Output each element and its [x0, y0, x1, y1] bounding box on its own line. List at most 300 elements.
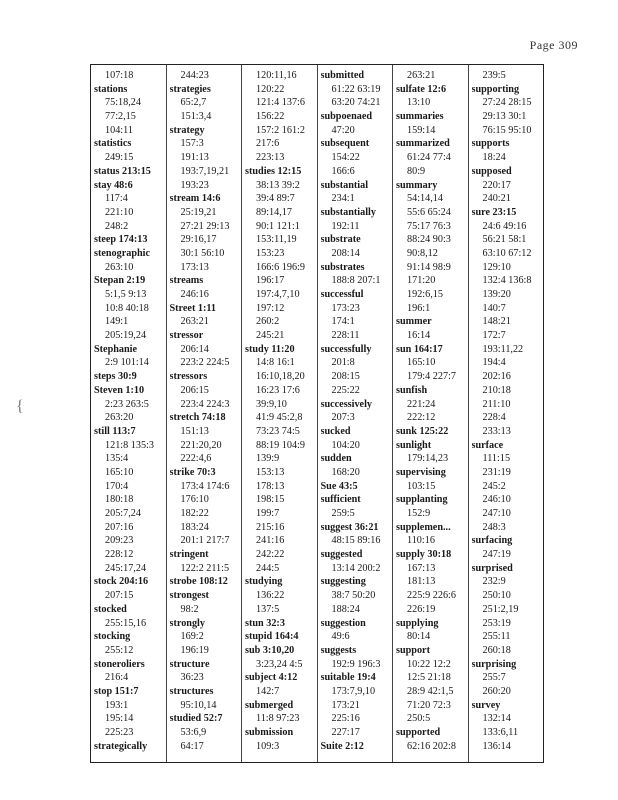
- index-term: summarized: [396, 138, 450, 150]
- index-page-ref: 129:10: [482, 261, 511, 273]
- index-term: sunlight: [396, 439, 432, 451]
- index-term: summer: [396, 316, 432, 328]
- index-page-ref: 172:7: [482, 330, 506, 342]
- index-page-ref: 263:10: [105, 261, 134, 273]
- index-page-ref: 205:7,24: [105, 508, 141, 519]
- index-page-ref: 157:2 161:2: [256, 124, 305, 136]
- index-page-ref: 73:23 74:5: [256, 425, 300, 437]
- index-page-ref: 228:11: [331, 330, 360, 342]
- index-term: submission: [245, 727, 294, 738]
- index-page-ref: 61:24 77:4: [407, 152, 451, 164]
- index-term: suggests: [320, 644, 357, 656]
- index-page-ref: 244:5: [256, 562, 280, 574]
- index-page-ref: 29:16,17: [180, 234, 217, 246]
- index-page-ref: 165:10: [407, 357, 436, 369]
- index-page-ref: 71:20 72:3: [407, 699, 451, 711]
- index-term: sucked: [320, 425, 351, 437]
- index-page-ref: 166:6: [331, 165, 355, 177]
- index-page-ref: 3:23,24 4:5: [256, 658, 303, 670]
- index-page-ref: 181:13: [407, 576, 436, 588]
- index-page-ref: 263:20: [105, 412, 134, 424]
- index-page-ref: 80:9: [407, 165, 426, 177]
- index-page-ref: 153:23: [256, 247, 285, 259]
- index-term: substrates: [320, 261, 365, 273]
- index-page-ref: 89:14,17: [256, 206, 292, 218]
- index-term: supervising: [396, 466, 446, 478]
- index-page-ref: 152:9: [407, 508, 431, 519]
- index-page-ref: 192:9 196:3: [331, 658, 381, 670]
- index-page-ref: 226:19: [407, 603, 436, 615]
- index-term: stocking: [94, 631, 131, 643]
- index-term: surface: [471, 439, 504, 451]
- index-page-ref: 188:24: [331, 603, 360, 615]
- index-term: submitted: [320, 70, 365, 81]
- index-page-ref: 245:17,24: [105, 562, 147, 574]
- index-page-ref: 225:16: [331, 713, 360, 725]
- index-page-ref: 120:22: [256, 83, 285, 95]
- index-term: support: [396, 644, 430, 656]
- index-page-ref: 193:11,22: [482, 343, 524, 355]
- index-term: supporting: [471, 83, 520, 95]
- index-page-ref: 61:22 63:19: [331, 83, 381, 95]
- index-page-ref: 12:5 21:18: [407, 672, 451, 684]
- index-page-ref: 198:15: [256, 494, 285, 506]
- index-page-ref: 167:13: [407, 562, 436, 574]
- index-page-ref: 39:4 89:7: [256, 193, 295, 205]
- index-term: Stephanie: [94, 343, 138, 355]
- index-page-ref: 253:19: [482, 617, 511, 629]
- word-index-table: [90, 64, 544, 763]
- index-page-ref: 216:4: [105, 672, 129, 684]
- index-page-ref: 193:1: [105, 699, 129, 711]
- index-page-ref: 221:20,20: [180, 439, 222, 451]
- index-page-ref: 2:9 101:14: [105, 357, 149, 369]
- index-page-ref: 176:10: [180, 494, 209, 506]
- index-term: streams: [169, 275, 204, 287]
- index-term: substantial: [320, 179, 369, 191]
- index-term: statistics: [94, 138, 132, 150]
- index-page-ref: 206:14: [180, 343, 209, 355]
- index-page-ref: 188:8 207:1: [331, 275, 381, 287]
- index-page-ref: 170:4: [105, 480, 129, 492]
- index-page-ref: 56:21 58:1: [482, 234, 527, 246]
- index-page-ref: 207:15: [105, 590, 134, 602]
- index-page-ref: 88:19 104:9: [256, 439, 305, 451]
- index-page-ref: 38:7 50:20: [331, 590, 376, 602]
- index-page-ref: 211:10: [482, 398, 511, 410]
- index-page-ref: 171:20: [407, 275, 436, 287]
- index-page-ref: 98:2: [180, 603, 199, 615]
- index-page-ref: 247:19: [482, 549, 511, 561]
- index-page-ref: 242:22: [256, 549, 285, 561]
- index-term: stay 48:6: [94, 179, 133, 191]
- index-page-ref: 260:2: [256, 316, 280, 328]
- index-page-ref: 255:15,16: [105, 617, 147, 629]
- index-term: survey: [471, 699, 501, 711]
- index-page-ref: 183:24: [180, 521, 209, 533]
- index-page-ref: 13:14 200:2: [331, 562, 381, 574]
- index-page-ref: 228:4: [482, 412, 506, 424]
- index-term: supported: [396, 727, 441, 738]
- index-page-ref: 104:20: [331, 439, 360, 451]
- index-page-ref: 140:7: [482, 302, 506, 314]
- index-page-ref: 244:23: [180, 70, 209, 81]
- index-page-ref: 88:24 90:3: [407, 234, 451, 246]
- index-page-ref: 215:16: [256, 521, 285, 533]
- index-page-ref: 14:8 16:1: [256, 357, 295, 369]
- index-page-ref: 249:15: [105, 152, 134, 164]
- index-term: summary: [396, 179, 438, 191]
- index-term: stock 204:16: [94, 576, 149, 588]
- index-page-ref: 10:8 40:18: [105, 302, 149, 314]
- index-page-ref: 193:7,19,21: [180, 165, 230, 177]
- index-page-ref: 109:3: [256, 740, 280, 752]
- index-page-ref: 240:21: [482, 193, 511, 205]
- index-page-ref: 197:4,7,10: [256, 289, 300, 300]
- index-page-ref: 208:15: [331, 371, 360, 383]
- index-page-ref: 11:8 97:23: [256, 713, 300, 725]
- index-term: steps 30:9: [94, 371, 137, 383]
- index-page-ref: 54:14,14: [407, 193, 443, 205]
- index-page-ref: 217:6: [256, 138, 280, 150]
- index-page-ref: 151:3,4: [180, 111, 212, 123]
- index-page-ref: 159:14: [407, 124, 436, 136]
- index-page-ref: 142:7: [256, 685, 280, 697]
- index-term: supplemen...: [396, 521, 451, 533]
- index-page-ref: 246:10: [482, 494, 511, 506]
- index-term: structures: [169, 685, 214, 697]
- index-page-ref: 173:7,9,10: [331, 685, 376, 697]
- index-page-ref: 77:2,15: [105, 111, 136, 123]
- index-page-ref: 202:16: [482, 371, 511, 383]
- index-term: stenographic: [94, 247, 151, 259]
- index-page-ref: 75:18,24: [105, 97, 141, 109]
- index-page-ref: 239:5: [482, 70, 506, 81]
- index-page-ref: 136:14: [482, 740, 511, 752]
- index-page-ref: 80:14: [407, 631, 431, 643]
- index-term: Stepan 2:19: [94, 275, 146, 287]
- index-term: surprised: [471, 562, 513, 574]
- index-term: suitable 19:4: [320, 672, 376, 684]
- index-page-ref: 225:22: [331, 384, 360, 396]
- index-page-ref: 207:16: [105, 521, 134, 533]
- index-page-ref: 2:23 263:5: [105, 398, 149, 410]
- index-page-ref: 222:12: [407, 412, 436, 424]
- index-term: sufficient: [320, 494, 361, 506]
- page-number: Page 309: [529, 38, 578, 52]
- index-page-ref: 90:1 121:1: [256, 220, 300, 232]
- index-term: subject 4:12: [245, 672, 298, 684]
- index-term: still 113:7: [94, 425, 136, 437]
- index-page-ref: 247:10: [482, 508, 511, 519]
- index-page-ref: 121:4 137:6: [256, 97, 305, 109]
- index-page-ref: 227:17: [331, 727, 360, 738]
- index-page-ref: 47:20: [331, 124, 355, 136]
- index-page-ref: 132:14: [482, 713, 511, 725]
- index-page-ref: 233:13: [482, 425, 511, 437]
- index-page-ref: 91:14 98:9: [407, 261, 451, 273]
- index-page-ref: 223:2 224:5: [180, 357, 230, 369]
- index-page-ref: 153:11,19: [256, 234, 297, 246]
- index-page-ref: 110:16: [407, 535, 435, 547]
- index-term: strongly: [169, 617, 205, 629]
- index-term: studying: [245, 576, 283, 588]
- index-page-ref: 173:23: [331, 302, 360, 314]
- index-term: surprising: [471, 658, 517, 670]
- index-page-ref: 25:19,21: [180, 206, 217, 218]
- index-page-ref: 179:14,23: [407, 453, 449, 465]
- index-term: stretch 74:18: [169, 412, 226, 424]
- index-page-ref: 41:9 45:2,8: [256, 412, 303, 424]
- margin-bracket-mark: {: [16, 398, 24, 415]
- index-term: status 213:15: [94, 165, 151, 177]
- index-page-ref: 192:6,15: [407, 289, 443, 300]
- index-term: supports: [471, 138, 510, 150]
- index-column-3: [242, 65, 318, 762]
- index-page-ref: 222:4,6: [180, 453, 212, 465]
- index-page-ref: 165:10: [105, 466, 134, 478]
- index-page-ref: 117:4: [105, 193, 128, 205]
- index-page-ref: 137:5: [256, 603, 280, 615]
- index-page-ref: 232:9: [482, 576, 506, 588]
- index-page-ref: 245:2: [482, 480, 506, 492]
- index-page-ref: 260:20: [482, 685, 511, 697]
- index-term: sunk 125:22: [396, 425, 449, 437]
- index-page-ref: 104:11: [105, 124, 133, 136]
- index-page-ref: 13:10: [407, 97, 431, 109]
- index-page-ref: 231:19: [482, 466, 511, 478]
- index-term: substantially: [320, 206, 376, 218]
- index-page-ref: 62:16 202:8: [407, 740, 456, 752]
- index-page-ref: 156:22: [256, 111, 285, 123]
- index-column-5: [393, 65, 469, 762]
- index-page-ref: 209:23: [105, 535, 134, 547]
- index-page-ref: 245:21: [256, 330, 285, 342]
- index-page-ref: 16:23 17:6: [256, 384, 300, 396]
- index-term: successful: [320, 289, 364, 300]
- index-page-ref: 10:22 12:2: [407, 658, 451, 670]
- index-page-ref: 63:10 67:12: [482, 247, 532, 259]
- index-page-ref: 225:9 226:6: [407, 590, 456, 602]
- index-page-ref: 196:17: [256, 275, 285, 287]
- index-term: strongest: [169, 590, 209, 602]
- index-page-ref: 63:20 74:21: [331, 97, 381, 109]
- index-page-ref: 246:16: [180, 289, 209, 300]
- index-term: structure: [169, 658, 210, 670]
- index-term: suggested: [320, 549, 363, 561]
- index-column-4: [318, 65, 394, 762]
- index-term: summaries: [396, 111, 444, 123]
- index-page-ref: 173:13: [180, 261, 209, 273]
- index-page-ref: 16:10,18,20: [256, 371, 305, 383]
- index-term: Steven 1:10: [94, 384, 145, 396]
- index-term: studied 52:7: [169, 713, 223, 725]
- index-page-ref: 30:1 56:10: [180, 247, 225, 259]
- index-page-ref: 5:1,5 9:13: [105, 289, 147, 300]
- index-page-ref: 24:6 49:16: [482, 220, 527, 232]
- index-page-ref: 197:12: [256, 302, 285, 314]
- index-page-ref: 122:2 211:5: [180, 562, 230, 574]
- index-page-ref: 206:15: [180, 384, 209, 396]
- index-term: stun 32:3: [245, 617, 285, 629]
- index-column-6: [469, 65, 544, 762]
- index-page-ref: 149:1: [105, 316, 129, 328]
- index-page-ref: 205:19,24: [105, 330, 147, 342]
- index-term: strike 70:3: [169, 466, 216, 478]
- index-page-ref: 16:14: [407, 330, 431, 342]
- index-term: strobe 108:12: [169, 576, 228, 588]
- index-page-ref: 173:4 174:6: [180, 480, 230, 492]
- index-page-ref: 220:17: [482, 179, 511, 191]
- index-page-ref: 207:3: [331, 412, 355, 424]
- index-page-ref: 255:7: [482, 672, 506, 684]
- index-page-ref: 168:20: [331, 466, 360, 478]
- index-page-ref: 193:23: [180, 179, 209, 191]
- index-page-ref: 53:6,9: [180, 727, 207, 738]
- index-page-ref: 36:23: [180, 672, 204, 684]
- index-page-ref: 75:17 76:3: [407, 220, 451, 232]
- index-page-ref: 27:24 28:15: [482, 97, 532, 109]
- index-page-ref: 225:23: [105, 727, 134, 738]
- index-page-ref: 263:21: [180, 316, 209, 328]
- index-term: steep 174:13: [94, 234, 148, 246]
- index-term: Suite 2:12: [320, 740, 364, 752]
- index-page-ref: 154:22: [331, 152, 360, 164]
- index-term: sulfate 12:6: [396, 83, 447, 95]
- index-page-ref: 208:14: [331, 247, 360, 259]
- index-term: supposed: [471, 165, 512, 177]
- index-page-ref: 132:4 136:8: [482, 275, 532, 287]
- index-page-ref: 121:8 135:3: [105, 439, 154, 451]
- index-term: suggest 36:21: [320, 521, 379, 533]
- index-page-ref: 157:3: [180, 138, 204, 150]
- index-page-ref: 221:10: [105, 206, 134, 218]
- index-page-ref: 194:4: [482, 357, 506, 369]
- index-page-ref: 107:18: [105, 70, 134, 81]
- index-page-ref: 255:11: [482, 631, 511, 643]
- index-page-ref: 166:6 196:9: [256, 261, 305, 273]
- index-page-ref: 223:4 224:3: [180, 398, 230, 410]
- index-page-ref: 241:16: [256, 535, 285, 547]
- index-page-ref: 248:3: [482, 521, 506, 533]
- index-page-ref: 199:7: [256, 508, 280, 519]
- index-page-ref: 139:9: [256, 453, 280, 465]
- index-page-ref: 28:9 42:1,5: [407, 685, 454, 697]
- index-page-ref: 210:18: [482, 384, 511, 396]
- index-page-ref: 49:6: [331, 631, 350, 643]
- index-page-ref: 103:15: [407, 480, 436, 492]
- index-page-ref: 259:5: [331, 508, 355, 519]
- index-page-ref: 174:1: [331, 316, 355, 328]
- index-page-ref: 201:8: [331, 357, 355, 369]
- index-term: surfacing: [471, 535, 513, 547]
- index-term: Street 1:11: [169, 302, 216, 314]
- index-page-ref: 195:14: [105, 713, 134, 725]
- index-term: strategically: [94, 740, 148, 752]
- index-page-ref: 179:4 227:7: [407, 371, 456, 383]
- index-term: supply 30:18: [396, 549, 452, 561]
- index-page-ref: 120:11,16: [256, 70, 297, 81]
- index-term: sun 164:17: [396, 343, 443, 355]
- index-page-ref: 111:15: [482, 453, 511, 465]
- index-term: stations: [94, 83, 128, 95]
- index-term: successfully: [320, 343, 372, 355]
- index-page-ref: 133:6,11: [482, 727, 519, 738]
- index-page-ref: 263:21: [407, 70, 436, 81]
- index-page-ref: 169:2: [180, 631, 204, 643]
- index-term: subpoenaed: [320, 111, 373, 123]
- index-term: subsequent: [320, 138, 370, 150]
- index-page-ref: 234:1: [331, 193, 355, 205]
- index-term: suggestion: [320, 617, 366, 629]
- index-page-ref: 76:15 95:10: [482, 124, 532, 136]
- index-page-ref: 192:11: [331, 220, 360, 232]
- index-page-ref: 39:9,10: [256, 398, 287, 410]
- index-page-ref: 260:18: [482, 644, 511, 656]
- index-term: stream 14:6: [169, 193, 221, 205]
- index-page-ref: 135:4: [105, 453, 129, 465]
- index-column-2: [167, 65, 243, 762]
- index-page-ref: 196:1: [407, 302, 431, 314]
- index-page-ref: 48:15 89:16: [331, 535, 381, 547]
- index-page-ref: 223:13: [256, 152, 285, 164]
- index-term: stringent: [169, 549, 209, 561]
- index-term: stressor: [169, 330, 204, 342]
- index-term: stop 151:7: [94, 685, 139, 697]
- index-term: submerged: [245, 699, 294, 711]
- index-term: strategy: [169, 124, 205, 136]
- index-page-ref: 255:12: [105, 644, 134, 656]
- index-page-ref: 139:20: [482, 289, 511, 300]
- index-term: suggesting: [320, 576, 366, 588]
- index-column-1: [91, 65, 167, 762]
- index-page-ref: 201:1 217:7: [180, 535, 230, 547]
- index-term: sub 3:10,20: [245, 644, 295, 656]
- index-page-ref: 251:2,19: [482, 603, 519, 615]
- index-page-ref: 228:12: [105, 549, 134, 561]
- index-page-ref: 95:10,14: [180, 699, 217, 711]
- index-term: sudden: [320, 453, 352, 465]
- index-page-ref: 196:19: [180, 644, 209, 656]
- index-page-ref: 90:8,12: [407, 247, 438, 259]
- index-term: supplying: [396, 617, 439, 629]
- index-term: study 11:20: [245, 343, 295, 355]
- index-term: substrate: [320, 234, 361, 246]
- index-page-ref: 27:21 29:13: [180, 220, 230, 232]
- index-page-ref: 250:5: [407, 713, 431, 725]
- index-page-ref: 136:22: [256, 590, 285, 602]
- index-page-ref: 180:18: [105, 494, 134, 506]
- index-page-ref: 182:22: [180, 508, 209, 519]
- index-page-ref: 221:24: [407, 398, 436, 410]
- index-page-ref: 248:2: [105, 220, 129, 232]
- index-page-ref: 178:13: [256, 480, 285, 492]
- index-term: successively: [320, 398, 372, 410]
- index-page-ref: 18:24: [482, 152, 506, 164]
- index-term: studies 12:15: [245, 165, 302, 177]
- index-page-ref: 151:13: [180, 425, 209, 437]
- index-term: sunfish: [396, 384, 428, 396]
- index-page-ref: 29:13 30:1: [482, 111, 527, 123]
- index-term: stressors: [169, 371, 208, 383]
- index-page-ref: 38:13 39:2: [256, 179, 300, 191]
- index-page-ref: 148:21: [482, 316, 511, 328]
- index-page-ref: 55:6 65:24: [407, 206, 451, 218]
- index-page-ref: 65:2,7: [180, 97, 207, 109]
- index-term: strategies: [169, 83, 211, 95]
- index-term: sure 23:15: [471, 206, 517, 218]
- index-page-ref: 191:13: [180, 152, 209, 164]
